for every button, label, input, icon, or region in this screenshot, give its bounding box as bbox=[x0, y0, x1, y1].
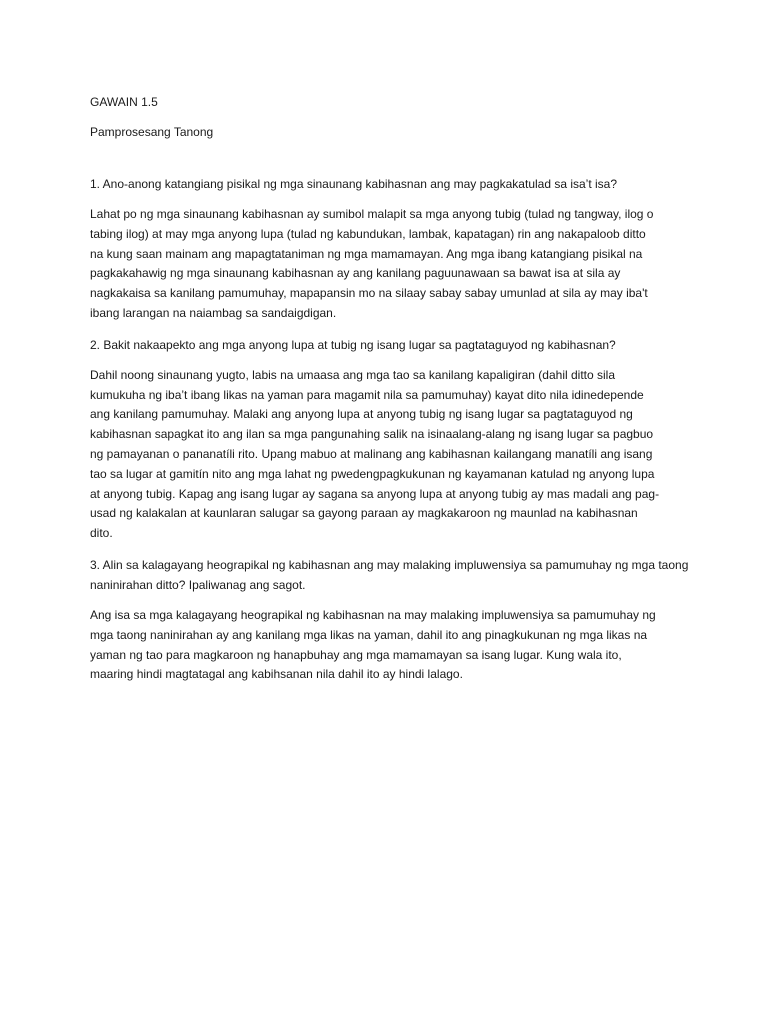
answer-line: kabihasnan sapagkat ito ang ilan sa mga pangunahing salik na isinaalang-alang ng isang lugar sa pagbuo bbox=[90, 427, 654, 442]
answer-line: tabing ilog) at may mga anyong lupa (tulad ng kabundukan, lambak, kapatagan) rin ang nakapaloob ditto bbox=[90, 226, 646, 241]
answer-line: Lahat po ng mga sinaunang kabihasnan ay sumibol malapit sa mga anyong tubig (tulad ng tangway, ilog o bbox=[90, 207, 654, 221]
document-title: GAWAIN 1.5 bbox=[90, 95, 158, 109]
answer-3 bbox=[90, 606, 690, 685]
answer-line: usad ng kalakalan at kaunlaran salugar sa gayong paraan ay magkakaroon ng maunlad na kabihasnan bbox=[90, 506, 638, 521]
answer-line: ang kanilang pamumuhay. Malaki ang anyong lupa at anyong tubig ng isang lugar sa pagtataguyod ng bbox=[90, 407, 633, 422]
answer-line: kumukuha ng iba’t ibang likas na yaman para magamit nila sa pamumuhay) kayat dito nila idinedepende bbox=[90, 387, 644, 402]
answer-line: mga taong naninirahan ay ang kanilang mga likas na yaman, dahil ito ang pinagkukunan ng mga likas na bbox=[90, 627, 648, 642]
answer-line: nagkakaisa sa kanilang pamumuhay, mapapansin mo na silaay sabay sabay umunlad at sila ay may iba't bbox=[90, 286, 648, 301]
document-subtitle: Pamprosesang Tanong bbox=[90, 125, 214, 139]
answer-line: na kung saan mainam ang mapagtataniman ng mga mamamayan. Ang mga ibang katangiang pisikal na bbox=[90, 246, 643, 261]
answer-line: tao sa lugar at gamitín nito ang mga lahat ng pwedengpagkukunan ng kayamanan katulad ng anyong lupa bbox=[90, 466, 655, 481]
answer-line: ibang larangan na naiambag sa sandaigdigan. bbox=[90, 305, 337, 320]
document-page bbox=[90, 94, 690, 685]
answer-line: at anyong tubig. Kapag ang isang lugar ay sagana sa anyong lupa at anyong tubig ay mas madali ang pag- bbox=[90, 486, 660, 501]
answer-1 bbox=[90, 205, 690, 324]
answer-2 bbox=[90, 366, 690, 544]
answer-line: Ang isa sa mga kalagayang heograpikal ng kabihasnan na may malaking impluwensiya sa pamumuhay ng bbox=[90, 607, 656, 622]
question-1: 1. Ano-anong katangiang pisikal ng mga sinaunang kabihasnan ang may pagkakatulad sa isa’t isa? bbox=[90, 177, 618, 191]
answer-line: dito. bbox=[90, 526, 113, 541]
question-3: 3. Alin sa kalagayang heograpikal ng kabihasnan ang may malaking impluwensiya sa pamumuhay ng mga taong naninirahan ditto? Ipaliwanag ang sagot. bbox=[90, 557, 689, 592]
question-2: 2. Bakit nakaapekto ang mga anyong lupa at tubig ng isang lugar sa pagtataguyod ng kabihasnan? bbox=[90, 337, 616, 352]
answer-line: ng pamayanan o pananatíli rito. Upang mabuo at malinang ang kabihasnan kailangang manatíli ang isang bbox=[90, 446, 653, 461]
answer-line: pagkakahawig ng mga sinaunang kabihasnan ay ang kanilang paguunawaan sa bawat isa at sila ay bbox=[90, 266, 621, 281]
answer-line: Dahil noong sinaunang yugto, labis na umaasa ang mga tao sa kanilang kapaligiran (dahil ditto sila bbox=[90, 367, 616, 382]
answer-line: maaring hindi magtatagal ang kabihsanan nila dahil ito ay hindi lalago. bbox=[90, 667, 463, 682]
answer-line: yaman ng tao para magkaroon ng hanapbuhay ang mga mamamayan sa isang lugar. Kung wala ito, bbox=[90, 647, 622, 662]
